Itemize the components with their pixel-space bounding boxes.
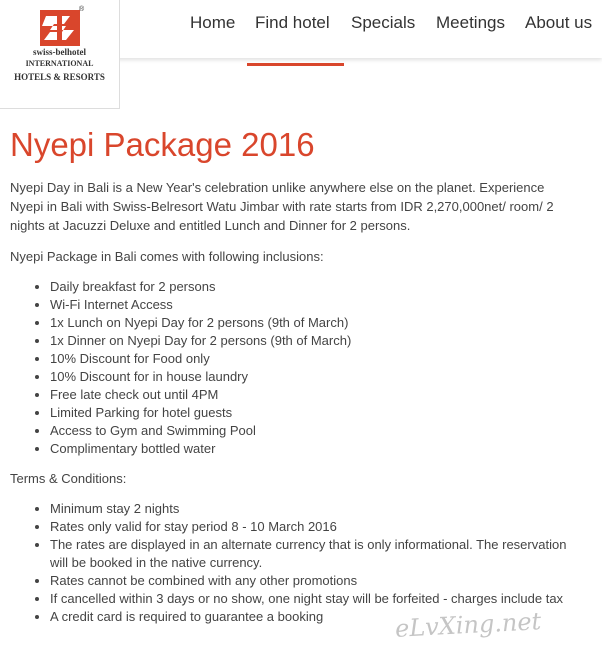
- watermark-text: eLvXing.net: [394, 607, 542, 643]
- list-item: • Limited Parking for hotel guests: [50, 404, 570, 422]
- registered-mark: ®: [79, 6, 85, 13]
- nav-meetings[interactable]: Meetings: [436, 13, 505, 32]
- list-item: • Complimentary bottled water: [50, 440, 570, 458]
- main-content: [10, 120, 570, 636]
- page-title: Nyepi Package 2016: [10, 126, 315, 163]
- list-item: • Minimum stay 2 nights: [50, 500, 570, 518]
- nav-find-hotel[interactable]: Find hotel: [255, 13, 330, 32]
- list-item: • 10% Discount for Food only: [50, 350, 570, 368]
- list-item: • The rates are displayed in an alternate currency that is only informational. The reservation will be booked in the native currency.: [50, 536, 570, 572]
- list-item: • 1x Dinner on Nyepi Day for 2 persons (9th of March): [50, 332, 570, 350]
- list-item: • A credit card is required to guarantee a booking: [50, 608, 570, 626]
- list-item: • Daily breakfast for 2 persons: [50, 278, 570, 296]
- swiss-belhotel-s-icon: [40, 10, 80, 46]
- inclusions-heading: Nyepi Package in Bali comes with following inclusions:: [10, 249, 324, 264]
- list-item: • 1x Lunch on Nyepi Day for 2 persons (9th of March): [50, 314, 570, 332]
- list-item: • If cancelled within 3 days or no show, one night stay will be forfeited - charges include tax: [50, 590, 570, 608]
- list-item: • Access to Gym and Swimming Pool: [50, 422, 570, 440]
- list-item: • 10% Discount for in house laundry: [50, 368, 570, 386]
- intro-paragraph: Nyepi Day in Bali is a New Year's celebration unlike anywhere else on the planet. Experience Nyepi in Bali with Swiss-Belresort Watu Jimbar with rate starts from IDR 2,270,000net/ room/ 2 nights at Jacuzzi Deluxe and entitled Lunch and Dinner for 2 persons.: [10, 180, 554, 233]
- list-item: • Rates only valid for stay period 8 - 10 March 2016: [50, 518, 570, 536]
- terms-list: [10, 500, 570, 626]
- list-item: • Wi-Fi Internet Access: [50, 296, 570, 314]
- terms-heading: Terms & Conditions:: [10, 471, 127, 486]
- logo-text-hotels-resorts: HOTELS & RESORTS: [14, 72, 105, 82]
- inclusions-list: [10, 278, 570, 458]
- nav-home[interactable]: Home: [190, 13, 236, 32]
- logo-text-brand: swiss-belhotel: [32, 47, 86, 57]
- nav-specials[interactable]: Specials: [351, 13, 416, 32]
- logo-text-international: INTERNATIONAL: [25, 59, 94, 68]
- nav-about-us[interactable]: About us: [525, 13, 593, 32]
- list-item: • Rates cannot be combined with any other promotions: [50, 572, 570, 590]
- list-item: • Free late check out until 4PM: [50, 386, 570, 404]
- brand-logo[interactable]: [0, 0, 120, 109]
- active-nav-indicator: [247, 63, 344, 66]
